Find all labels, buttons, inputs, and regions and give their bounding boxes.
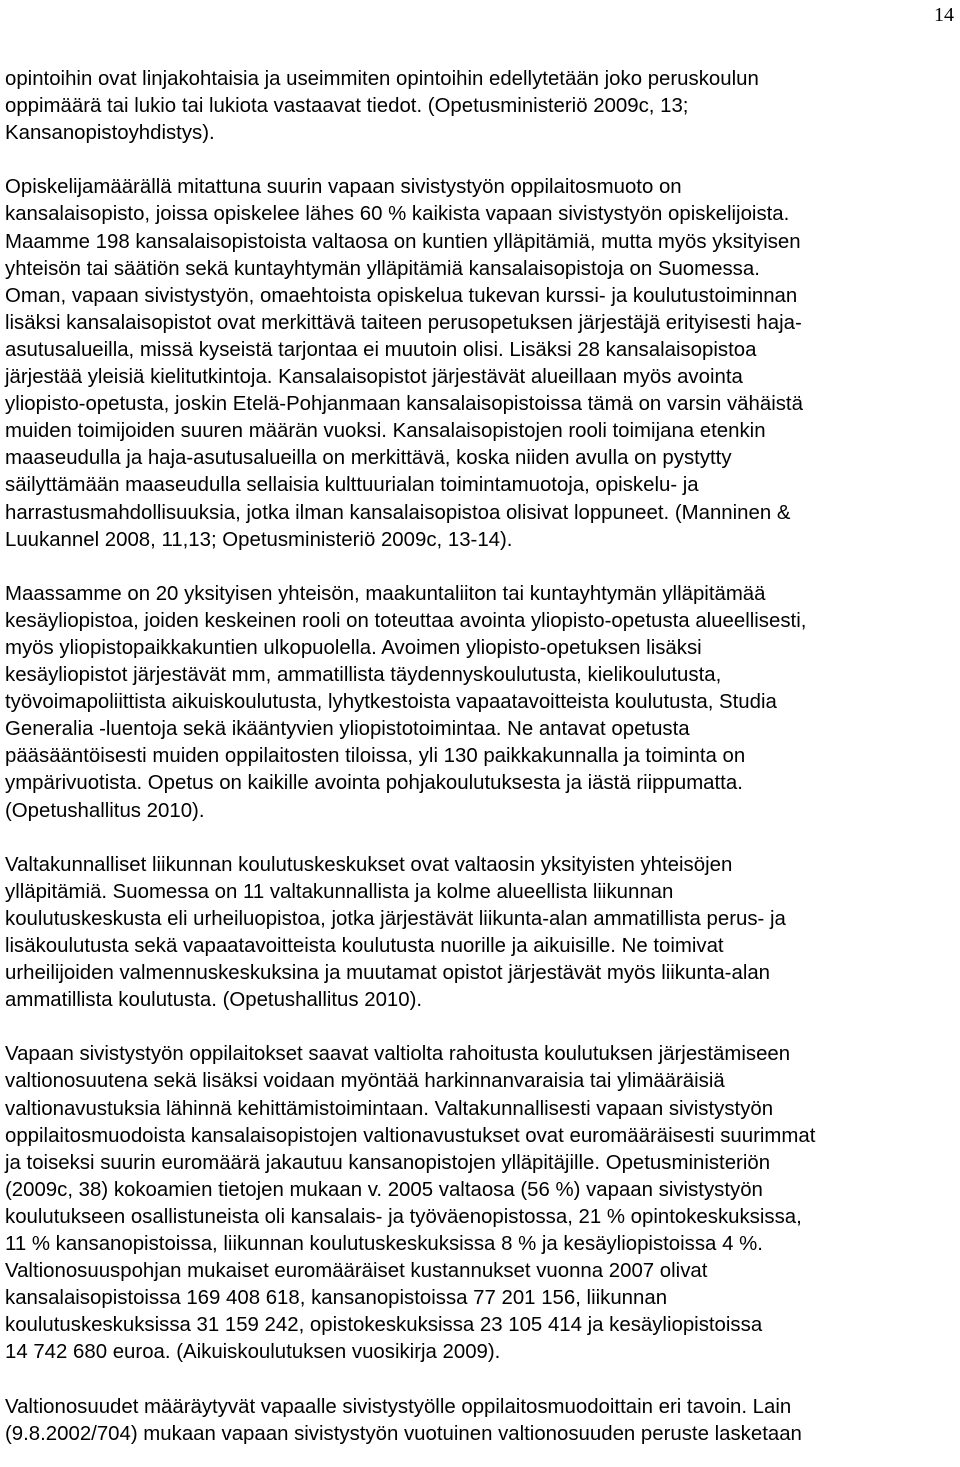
paragraph-1: opintoihin ovat linjakohtaisia ja useimmiten opintoihin edellytetään joko peruskoulun oppimäärä tai lukio tai lukiota vastaavat tiedot. (Opetusministeriö 2009c, 13; Kansanopistoyhdistys). [5,68,759,145]
paragraph-2: Opiskelijamäärällä mitattuna suurin vapaan sivistystyön oppilaitosmuoto on kansalaisopisto, joissa opiskelee lähes 60 % kaikista vapaan sivistystyön opiskelijoista. Maamme 198 kansalaisopistoista valtaosa on kuntien ylläpitämiä, mutta myös yksityisen yhteisön tai säätiön sekä kuntayhtymän ylläpitämiä kansalaisopistoja on Suomessa. Oman, vapaan sivistystyön, omaehtoista opiskelua tukevan kurssi- ja koulutustoiminnan lisäksi kansalaisopistot ovat merkittävä taiteen perusopetuksen järjestäjä erityisesti haja- asutusalueilla, missä kyseistä tarjontaa ei muutoin olisi. Lisäksi 28 kansalaisopistoa järjestää yleisiä kielitutkintoja. Kansalaisopistot järjestävät alueillaan myös avointa yliopisto-opetusta, joskin Etelä-Pohjanmaan kansalaisopistoissa tämä on varsin vähäistä muiden toimijoiden suuren määrän vuoksi. Kansalaisopistojen rooli toimijana etenkin maaseudulla ja haja-asutusalueilla on merkittävä, koska niiden avulla on pystytty säilyttämään maaseudulla sellaisia kulttuurialan toimintamuotoja, opiskelu- ja harrastusmahdollisuuksia, jotka ilman kansalaisopistoa olisivat loppuneet. (Manninen & Luukannel 2008, 11,13; Opetusministeriö 2009c, 13-14). [5,176,803,551]
paragraph-6: Valtionosuudet määräytyvät vapaalle sivistystyölle oppilaitosmuodoittain eri tavoin. Lain (9.8.2002/704) mukaan vapaan sivistystyön vuotuinen valtionosuuden peruste lasketaan [5,1395,802,1445]
paragraph-5: Vapaan sivistystyön oppilaitokset saavat valtiolta rahoitusta koulutuksen järjestämiseen valtionosuutena sekä lisäksi voidaan myöntää harkinnanvaraisia tai ylimääräisiä valtionavustuksia lähinnä kehittämistoimintaan. Valtakunnallisesti vapaan sivistystyön oppilaitosmuodoista kansalaisopistojen valtionavustukset ovat euromääräisesti suurimmat ja toiseksi suurin euromäärä jakautuu kansanopistojen ylläpitäjille. Opetusministeriön (2009c, 38) kokoamien tietojen mukaan v. 2005 valtaosa (56 %) vapaan sivistystyön koulutukseen osallistuneista oli kansalais- ja työväenopistossa, 21 % opintokeskuksissa, 11 % kansanopistoissa, liikunnan koulutuskeskuksissa 8 % ja kesäyliopistoissa 4 %. Valtionosuuspohjan mukaiset euromääräiset kustannukset vuonna 2007 olivat kansalaisopistoissa 169 408 618, kansanopistoissa 77 201 156, liikunnan koulutuskeskuksissa 31 159 242, opistokeskuksissa 23 105 414 ja kesäyliopistoissa 14 742 680 euroa. (Aikuiskoulutuksen vuosikirja 2009). [5,1043,816,1364]
page-number: 14 [934,4,954,26]
paragraph-4: Valtakunnalliset liikunnan koulutuskeskukset ovat valtaosin yksityisten yhteisöjen ylläpitämiä. Suomessa on 11 valtakunnallista ja kolme alueellista liikunnan koulutuskeskusta eli urheiluopistoa, jotka järjestävät liikunta-alan ammatillista perus- ja lisäkoulutusta sekä vapaatavoitteista koulutusta nuorille ja aikuisille. Ne toimivat urheilijoiden valmennuskeskuksina ja muutamat opistot järjestävät myös liikunta-alan ammatillista koulutusta. (Opetushallitus 2010). [5,853,786,1012]
document-body [5,66,943,1448]
paragraph-3: Maassamme on 20 yksityisen yhteisön, maakuntaliiton tai kuntayhtymän ylläpitämää kesäyliopistoa, joiden keskeinen rooli on toteuttaa avointa yliopisto-opetusta alueellisesti, myös yliopistopaikkakuntien ulkopuolella. Avoimen yliopisto-opetuksen lisäksi kesäyliopistot järjestävät mm, ammatillista täydennyskoulutusta, kielikoulutusta, työvoimapoliittista aikuiskoulutusta, lyhytkestoista vapaatavoitteista koulutusta, Studia Generalia -luentoja sekä ikääntyvien yliopistotoimintaa. Ne antavat opetusta pääsääntöisesti muiden oppilaitosten tiloissa, yli 130 paikkakunnalla ja toiminta on ympärivuotista. Opetus on kaikille avointa pohjakoulutuksesta ja iästä riippumatta. (Opetushallitus 2010). [5,582,807,822]
